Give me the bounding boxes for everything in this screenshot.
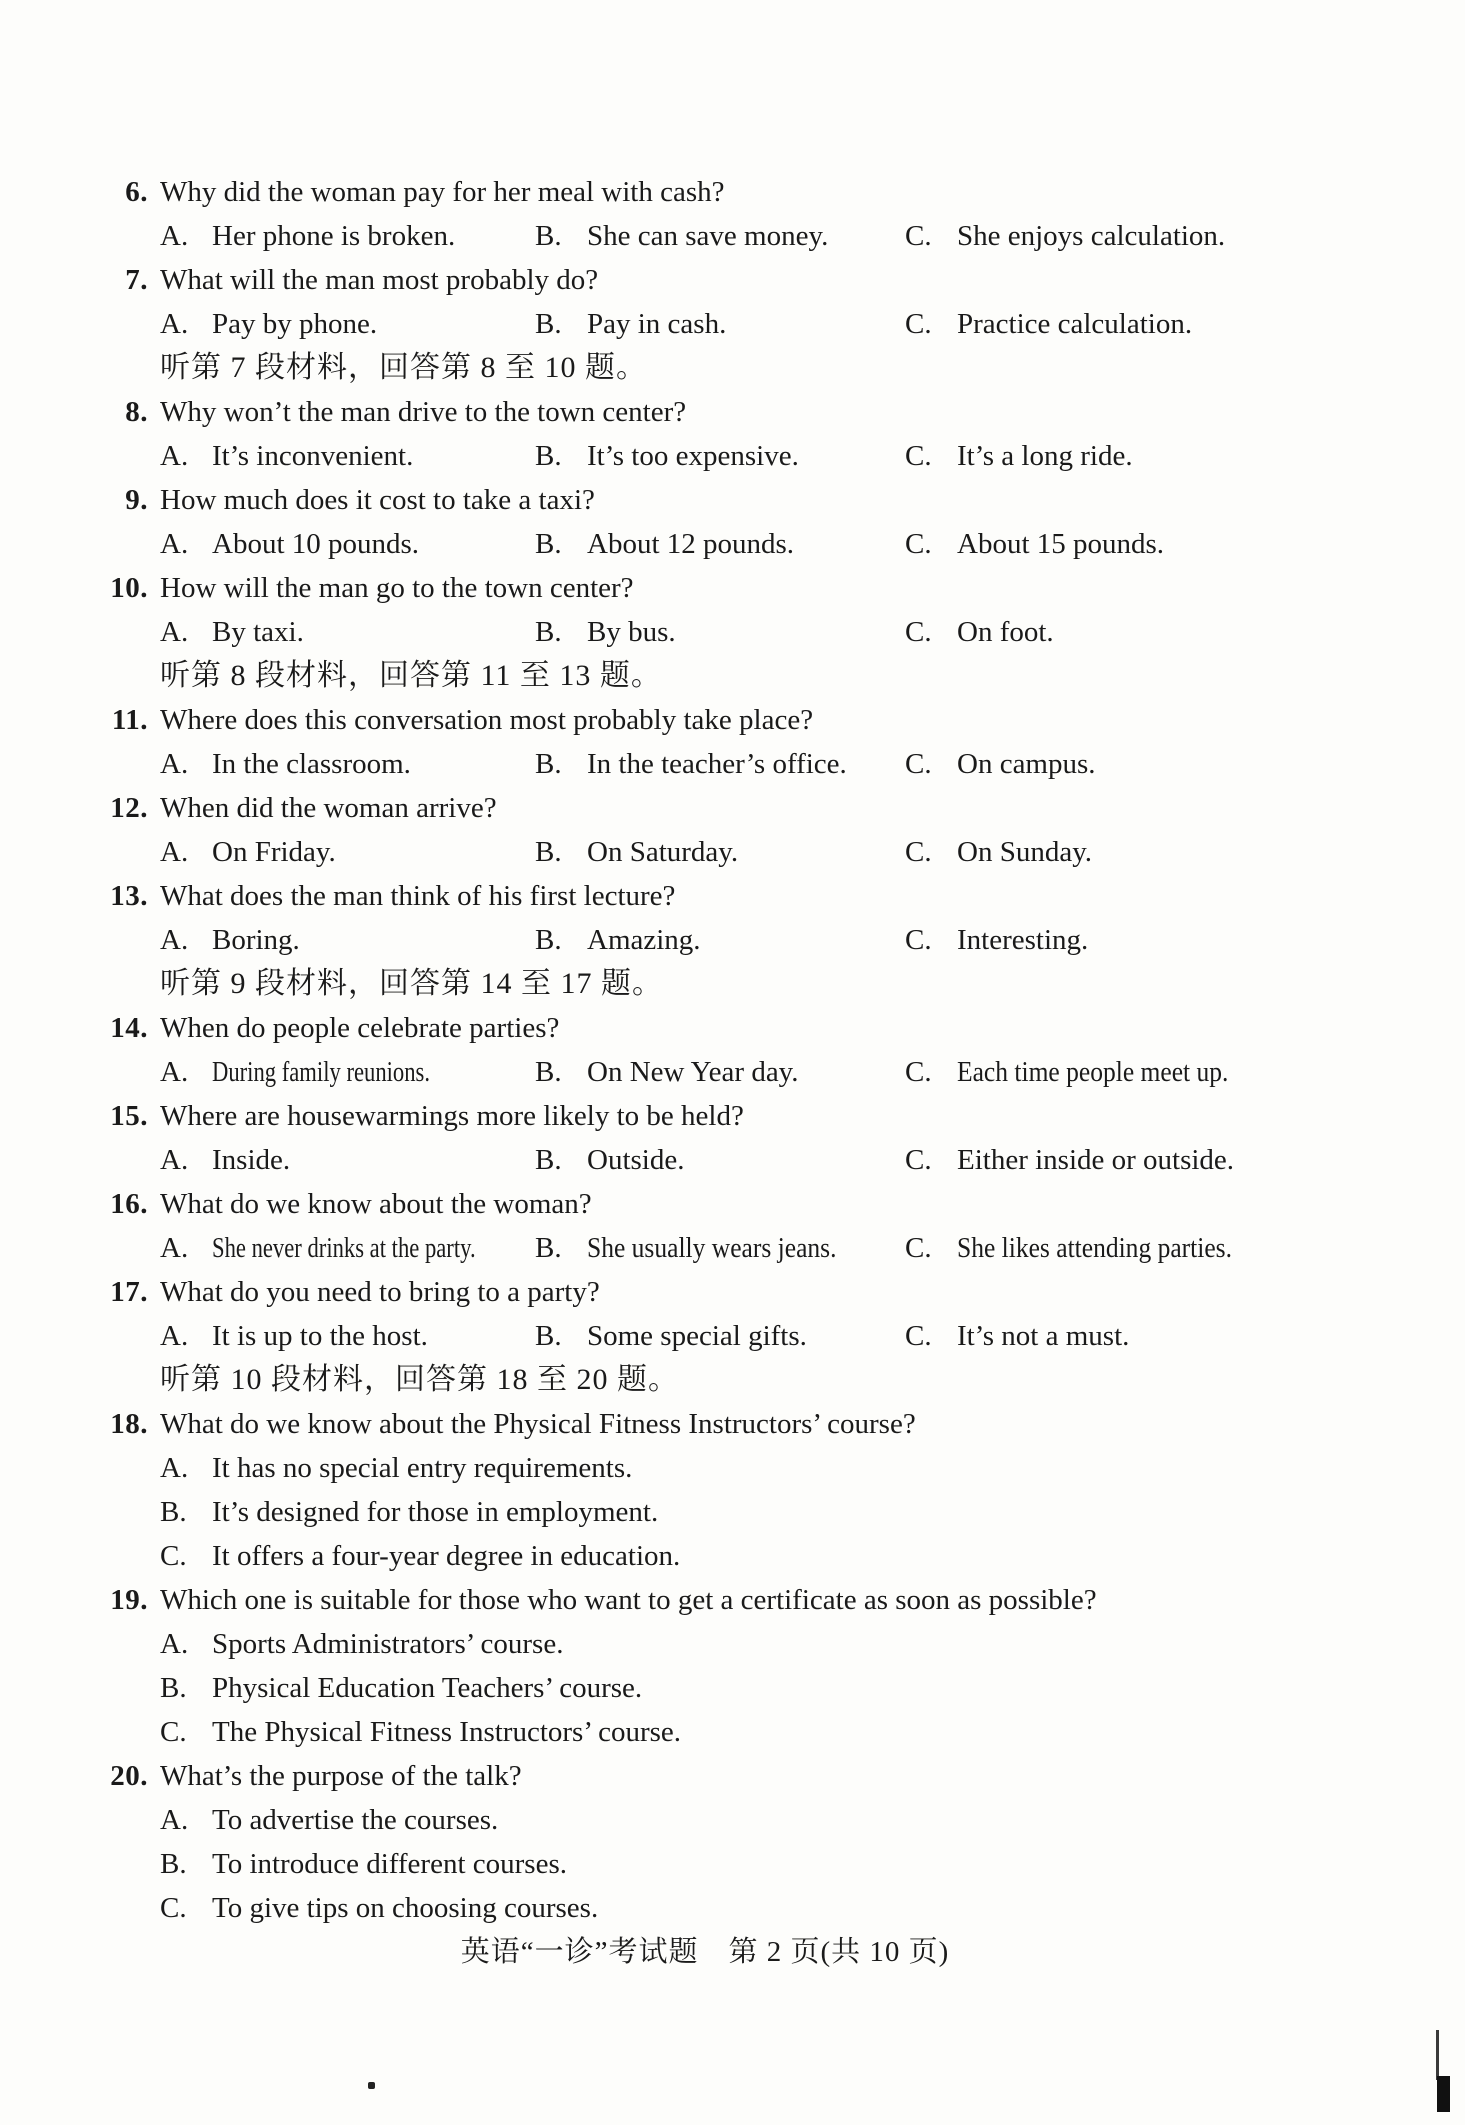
- question-number: 7.: [125, 264, 148, 296]
- option-label: C.: [905, 308, 932, 340]
- option-label: C.: [905, 1232, 932, 1264]
- option-7-c: [905, 302, 1192, 346]
- option-8-b: [535, 434, 799, 478]
- question-10: [0, 566, 1465, 610]
- option-text: She likes attending parties.: [957, 1232, 1232, 1264]
- option-text: It’s not a must.: [957, 1320, 1130, 1352]
- option-label: A.: [160, 1232, 189, 1264]
- option-label: C.: [905, 220, 932, 252]
- option-label: B.: [535, 1232, 562, 1264]
- option-label: B.: [535, 528, 562, 560]
- option-15-a: [160, 1138, 290, 1182]
- question-13: [0, 874, 1465, 918]
- option-11-c: [905, 742, 1096, 786]
- option-text: To advertise the courses.: [212, 1804, 499, 1836]
- question-number: 10.: [110, 572, 148, 604]
- option-text: On Friday.: [212, 836, 336, 868]
- option-label: A.: [160, 1452, 189, 1484]
- section-note: 听第 10 段材料，回答第 18 至 20 题。: [160, 1363, 679, 1396]
- option-label: A.: [160, 1804, 189, 1836]
- option-13-b: [535, 918, 701, 962]
- options-row-10: [0, 610, 1465, 654]
- option-label: C.: [905, 440, 932, 472]
- question-20: [0, 1754, 1465, 1798]
- option-12-b: [535, 830, 738, 874]
- option-label: B.: [535, 616, 562, 648]
- section-note: 听第 8 段材料，回答第 11 至 13 题。: [160, 659, 662, 692]
- question-9: [0, 478, 1465, 522]
- options-row-19: [0, 1666, 1465, 1710]
- option-20-a: [160, 1798, 498, 1842]
- option-14-b: [535, 1050, 799, 1094]
- question-12: [0, 786, 1465, 830]
- option-text: Boring.: [212, 924, 300, 956]
- question-7: [0, 258, 1465, 302]
- question-text: Where does this conversation most probably take place?: [160, 704, 814, 736]
- option-text: Outside.: [587, 1144, 685, 1176]
- option-text: On Saturday.: [587, 836, 739, 868]
- option-20-c: [160, 1886, 598, 1930]
- option-label: C.: [905, 1144, 932, 1176]
- option-15-b: [535, 1138, 684, 1182]
- option-text: During family reunions.: [212, 1056, 430, 1088]
- question-14: [0, 1006, 1465, 1050]
- option-text: Each time people meet up.: [957, 1056, 1229, 1088]
- option-11-a: [160, 742, 411, 786]
- option-text: Either inside or outside.: [957, 1144, 1235, 1176]
- option-label: C.: [905, 1056, 932, 1088]
- option-text: It’s a long ride.: [957, 440, 1133, 472]
- option-label: A.: [160, 220, 189, 252]
- option-8-c: [905, 434, 1133, 478]
- option-12-a: [160, 830, 336, 874]
- question-17: [0, 1270, 1465, 1314]
- option-label: A.: [160, 308, 189, 340]
- option-text: She enjoys calculation.: [957, 220, 1226, 252]
- options-row-18: [0, 1490, 1465, 1534]
- option-text: To introduce different courses.: [212, 1848, 567, 1880]
- options-row-17: [0, 1314, 1465, 1358]
- question-text: What will the man most probably do?: [160, 264, 599, 296]
- question-text: What do we know about the woman?: [160, 1188, 592, 1220]
- section-note: 听第 9 段材料，回答第 14 至 17 题。: [160, 967, 663, 1000]
- question-text: When did the woman arrive?: [160, 792, 497, 824]
- option-6-b: [535, 214, 828, 258]
- option-text: On Sunday.: [957, 836, 1093, 868]
- option-text: Physical Education Teachers’ course.: [212, 1672, 643, 1704]
- option-6-c: [905, 214, 1225, 258]
- option-text: Interesting.: [957, 924, 1089, 956]
- option-text: It’s designed for those in employment.: [212, 1496, 659, 1528]
- question-text: What do you need to bring to a party?: [160, 1276, 600, 1308]
- question-text: What does the man think of his first lecture?: [160, 880, 676, 912]
- question-number: 15.: [110, 1100, 148, 1132]
- question-text: Why did the woman pay for her meal with cash?: [160, 176, 725, 208]
- option-label: B.: [535, 1320, 562, 1352]
- option-17-a: [160, 1314, 428, 1358]
- options-row-19: [0, 1622, 1465, 1666]
- option-label: A.: [160, 616, 189, 648]
- option-text: Pay by phone.: [212, 308, 378, 340]
- option-label: C.: [160, 1716, 187, 1748]
- option-label: B.: [535, 308, 562, 340]
- option-20-b: [160, 1842, 567, 1886]
- option-text: It’s inconvenient.: [212, 440, 414, 472]
- option-text: It offers a four-year degree in education.: [212, 1540, 681, 1572]
- question-11: [0, 698, 1465, 742]
- option-text: She usually wears jeans.: [587, 1232, 837, 1264]
- option-11-b: [535, 742, 847, 786]
- option-text: Sports Administrators’ course.: [212, 1628, 564, 1660]
- option-text: She can save money.: [587, 220, 829, 252]
- option-16-a: [160, 1226, 550, 1270]
- option-text: Practice calculation.: [957, 308, 1193, 340]
- option-9-a: [160, 522, 419, 566]
- option-text: About 10 pounds.: [212, 528, 420, 560]
- scan-artifact-bar: [1437, 2076, 1450, 2112]
- option-19-b: [160, 1666, 642, 1710]
- options-row-9: [0, 522, 1465, 566]
- option-14-c: [905, 1050, 1265, 1094]
- option-18-b: [160, 1490, 658, 1534]
- options-row-18: [0, 1446, 1465, 1490]
- question-text: What do we know about the Physical Fitness Instructors’ course?: [160, 1408, 916, 1440]
- option-label: C.: [905, 528, 932, 560]
- option-13-c: [905, 918, 1088, 962]
- option-label: C.: [905, 836, 932, 868]
- option-label: C.: [905, 748, 932, 780]
- option-18-a: [160, 1446, 632, 1490]
- option-10-a: [160, 610, 304, 654]
- option-label: B.: [535, 748, 562, 780]
- question-number: 11.: [111, 704, 148, 736]
- option-label: C.: [160, 1892, 187, 1924]
- question-15: [0, 1094, 1465, 1138]
- option-label: B.: [535, 1144, 562, 1176]
- option-7-a: [160, 302, 377, 346]
- option-6-a: [160, 214, 455, 258]
- option-15-c: [905, 1138, 1234, 1182]
- options-row-20: [0, 1798, 1465, 1842]
- question-number: 17.: [110, 1276, 148, 1308]
- option-label: A.: [160, 1144, 189, 1176]
- option-17-b: [535, 1314, 807, 1358]
- option-label: B.: [160, 1496, 187, 1528]
- option-label: C.: [905, 1320, 932, 1352]
- question-19: [0, 1578, 1465, 1622]
- option-text: On campus.: [957, 748, 1096, 780]
- question-number: 12.: [110, 792, 148, 824]
- option-text: It’s too expensive.: [587, 440, 799, 472]
- question-text: How will the man go to the town center?: [160, 572, 634, 604]
- option-19-a: [160, 1622, 563, 1666]
- option-label: B.: [535, 220, 562, 252]
- option-7-b: [535, 302, 726, 346]
- question-text: Which one is suitable for those who want to get a certificate as soon as possible?: [160, 1584, 1097, 1616]
- question-number: 20.: [110, 1760, 148, 1792]
- option-text: By taxi.: [212, 616, 304, 648]
- question-text: What’s the purpose of the talk?: [160, 1760, 522, 1792]
- option-text: On foot.: [957, 616, 1054, 648]
- option-10-c: [905, 610, 1054, 654]
- option-label: A.: [160, 528, 189, 560]
- option-text: Pay in cash.: [587, 308, 727, 340]
- option-label: A.: [160, 924, 189, 956]
- options-row-19: [0, 1710, 1465, 1754]
- option-text: The Physical Fitness Instructors’ course.: [212, 1716, 682, 1748]
- option-text: Some special gifts.: [587, 1320, 807, 1352]
- option-text: On New Year day.: [587, 1056, 799, 1088]
- options-row-7: [0, 302, 1465, 346]
- option-label: C.: [905, 924, 932, 956]
- question-text: When do people celebrate parties?: [160, 1012, 560, 1044]
- option-label: A.: [160, 440, 189, 472]
- options-row-13: [0, 918, 1465, 962]
- option-16-b: [535, 1226, 871, 1270]
- option-text: In the classroom.: [212, 748, 411, 780]
- option-text: About 12 pounds.: [587, 528, 795, 560]
- option-16-c: [905, 1226, 1270, 1270]
- question-number: 8.: [125, 396, 148, 428]
- option-label: B.: [535, 924, 562, 956]
- question-16: [0, 1182, 1465, 1226]
- question-number: 14.: [110, 1012, 148, 1044]
- option-text: It has no special entry requirements.: [212, 1452, 633, 1484]
- options-row-11: [0, 742, 1465, 786]
- option-label: B.: [535, 440, 562, 472]
- option-14-a: [160, 1050, 491, 1094]
- option-8-a: [160, 434, 413, 478]
- option-label: B.: [160, 1848, 187, 1880]
- option-text: Her phone is broken.: [212, 220, 456, 252]
- option-9-b: [535, 522, 794, 566]
- option-label: A.: [160, 836, 189, 868]
- options-row-6: [0, 214, 1465, 258]
- option-text: By bus.: [587, 616, 676, 648]
- section-note: 听第 7 段材料，回答第 8 至 10 题。: [160, 351, 647, 384]
- question-number: 9.: [125, 484, 148, 516]
- option-label: C.: [905, 616, 932, 648]
- option-17-c: [905, 1314, 1129, 1358]
- options-row-12: [0, 830, 1465, 874]
- options-row-15: [0, 1138, 1465, 1182]
- question-number: 19.: [110, 1584, 148, 1616]
- scan-artifact-line: [1436, 2030, 1439, 2080]
- question-text: How much does it cost to take a taxi?: [160, 484, 595, 516]
- option-text: To give tips on choosing courses.: [212, 1892, 599, 1924]
- option-label: A.: [160, 1320, 189, 1352]
- question-number: 16.: [110, 1188, 148, 1220]
- option-text: Inside.: [212, 1144, 291, 1176]
- option-9-c: [905, 522, 1164, 566]
- option-label: C.: [160, 1540, 187, 1572]
- options-row-14: [0, 1050, 1465, 1094]
- question-number: 6.: [125, 176, 148, 208]
- option-text: About 15 pounds.: [957, 528, 1165, 560]
- option-18-c: [160, 1534, 680, 1578]
- option-label: A.: [160, 1056, 189, 1088]
- option-text: In the teacher’s office.: [587, 748, 847, 780]
- option-12-c: [905, 830, 1092, 874]
- question-text: Why won’t the man drive to the town center?: [160, 396, 687, 428]
- option-label: A.: [160, 1628, 189, 1660]
- option-10-b: [535, 610, 676, 654]
- scan-artifact-dot: [368, 2082, 375, 2089]
- option-text: She never drinks at the party.: [212, 1232, 476, 1264]
- options-row-8: [0, 434, 1465, 478]
- question-number: 18.: [110, 1408, 148, 1440]
- option-label: A.: [160, 748, 189, 780]
- question-number: 13.: [110, 880, 148, 912]
- page-footer: 英语“一诊”考试题 第 2 页(共 10 页): [460, 1936, 950, 1968]
- option-label: B.: [535, 1056, 562, 1088]
- option-19-c: [160, 1710, 681, 1754]
- options-row-20: [0, 1886, 1465, 1930]
- option-text: It is up to the host.: [212, 1320, 428, 1352]
- question-text: Where are housewarmings more likely to be held?: [160, 1100, 744, 1132]
- question-6: [0, 170, 1465, 214]
- option-label: B.: [160, 1672, 187, 1704]
- option-text: Amazing.: [587, 924, 701, 956]
- option-13-a: [160, 918, 300, 962]
- option-label: B.: [535, 836, 562, 868]
- options-row-20: [0, 1842, 1465, 1886]
- question-8: [0, 390, 1465, 434]
- question-18: [0, 1402, 1465, 1446]
- options-row-16: [0, 1226, 1465, 1270]
- options-row-18: [0, 1534, 1465, 1578]
